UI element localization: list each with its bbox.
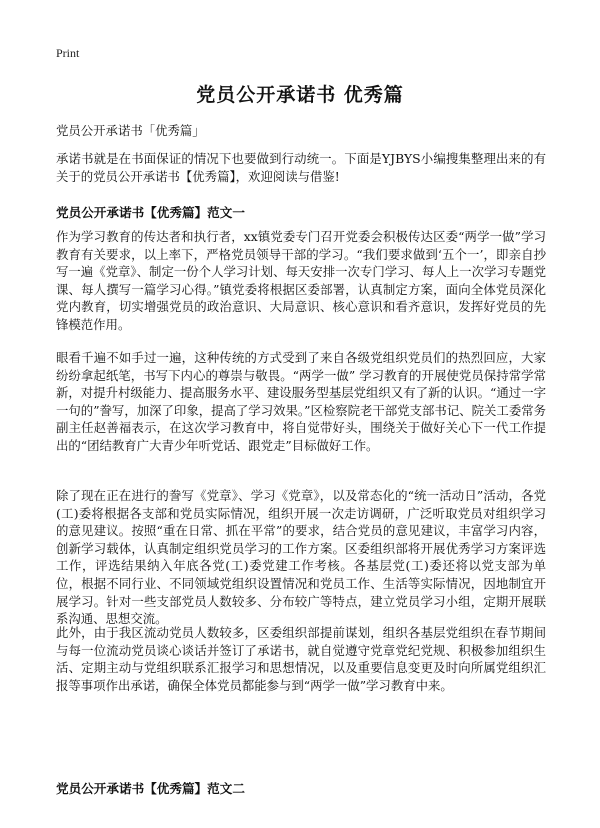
section-heading-1: 党员公开承诺书【优秀篇】范文一 — [56, 205, 245, 220]
body-paragraph: 此外，由于我区流动党员人数较多，区委组织部提前谋划，组织各基层党组织在春节期间与每一位流动党员谈心谈话并签订了承诺书，就自觉遵守党章党纪党规、积极参加组织生活、定期主动与党组织联系汇报学习和思想情况，以及重要信息变更及时向所属党组织汇报等事项作出承诺，确保全体党员都能参与到“两学一做”学习教育中来。 — [56, 625, 546, 693]
body-paragraph: 除了现在正在进行的誊写《党章》、学习《党章》，以及常态化的“统一活动日”活动，各党(工)委将根据各支部和党员实际情况，组织开展一次走访调研，广泛听取党员对组织学习的意见建议。按照“重在日常、抓在平常”的要求，结合党员的意见建议，丰富学习内容，创新学习载体，认真制定组织党员学习的工作方案。区委组织部将开展优秀学习方案评选工作，评选结果纳入年底各党(工)委党建工作考核。各基层党(工)委还将以党支部为单位，根据不同行业、不同领域党组织设置情况和党员工作、生活等实际情况，因地制宜开展学习。针对一些支部党员人数较多、分布较广等特点，建立党员学习小组，定期开展联系沟通、思想交流。 — [56, 488, 546, 627]
body-paragraph: 作为学习教育的传达者和执行者，xx镇党委专门召开党委会积极传达区委“两学一做”学习教育有关要求，以上率下，严格党员领导干部的学习。“我们要求做到‘五个一’，即亲自抄写一遍《党章》、制定一份个人学习计划、每天安排一次专门学习、每人上一次学习专题党课、每人撰写一篇学习心得。”镇党委将根据区委部署，认真制定方案，面向全体党员深化党内教育，切实增强党员的政治意识、大局意识、核心意识和看齐意识，发挥好党员的先锋模范作用。 — [56, 229, 546, 332]
page-title: 党员公开承诺书 优秀篇 — [196, 84, 404, 106]
print-link[interactable]: Print — [56, 46, 80, 60]
intro-paragraph: 承诺书就是在书面保证的情况下也要做到行动统一。下面是YJBYS小编搜集整理出来的有关于的党员公开承诺书【优秀篇】，欢迎阅读与借鉴! — [56, 151, 546, 184]
section-heading-2: 党员公开承诺书【优秀篇】范文二 — [56, 781, 245, 796]
subtitle-line: 党员公开承诺书「优秀篇」 — [56, 123, 205, 138]
body-paragraph: 眼看千遍不如手过一遍，这种传统的方式受到了来自各级党组织党员们的热烈回应，大家纷纷拿起纸笔，书写下内心的尊崇与敬畏。“两学一做” 学习教育的开展使党员保持常学常新，对提升村级能力、提高服务水平、建设服务型基层党组织又有了新的认识。“通过一字一句的”誊写，加深了印象，提高了学习效果。”区检察院老干部党支部书记、院关工委常务副主任赵善福表示，在这次学习教育中，将自觉带好头，围绕关于做好关心下一代工作提出的“团结教育广大青少年听党话、跟党走”目标做好工作。 — [56, 350, 546, 453]
